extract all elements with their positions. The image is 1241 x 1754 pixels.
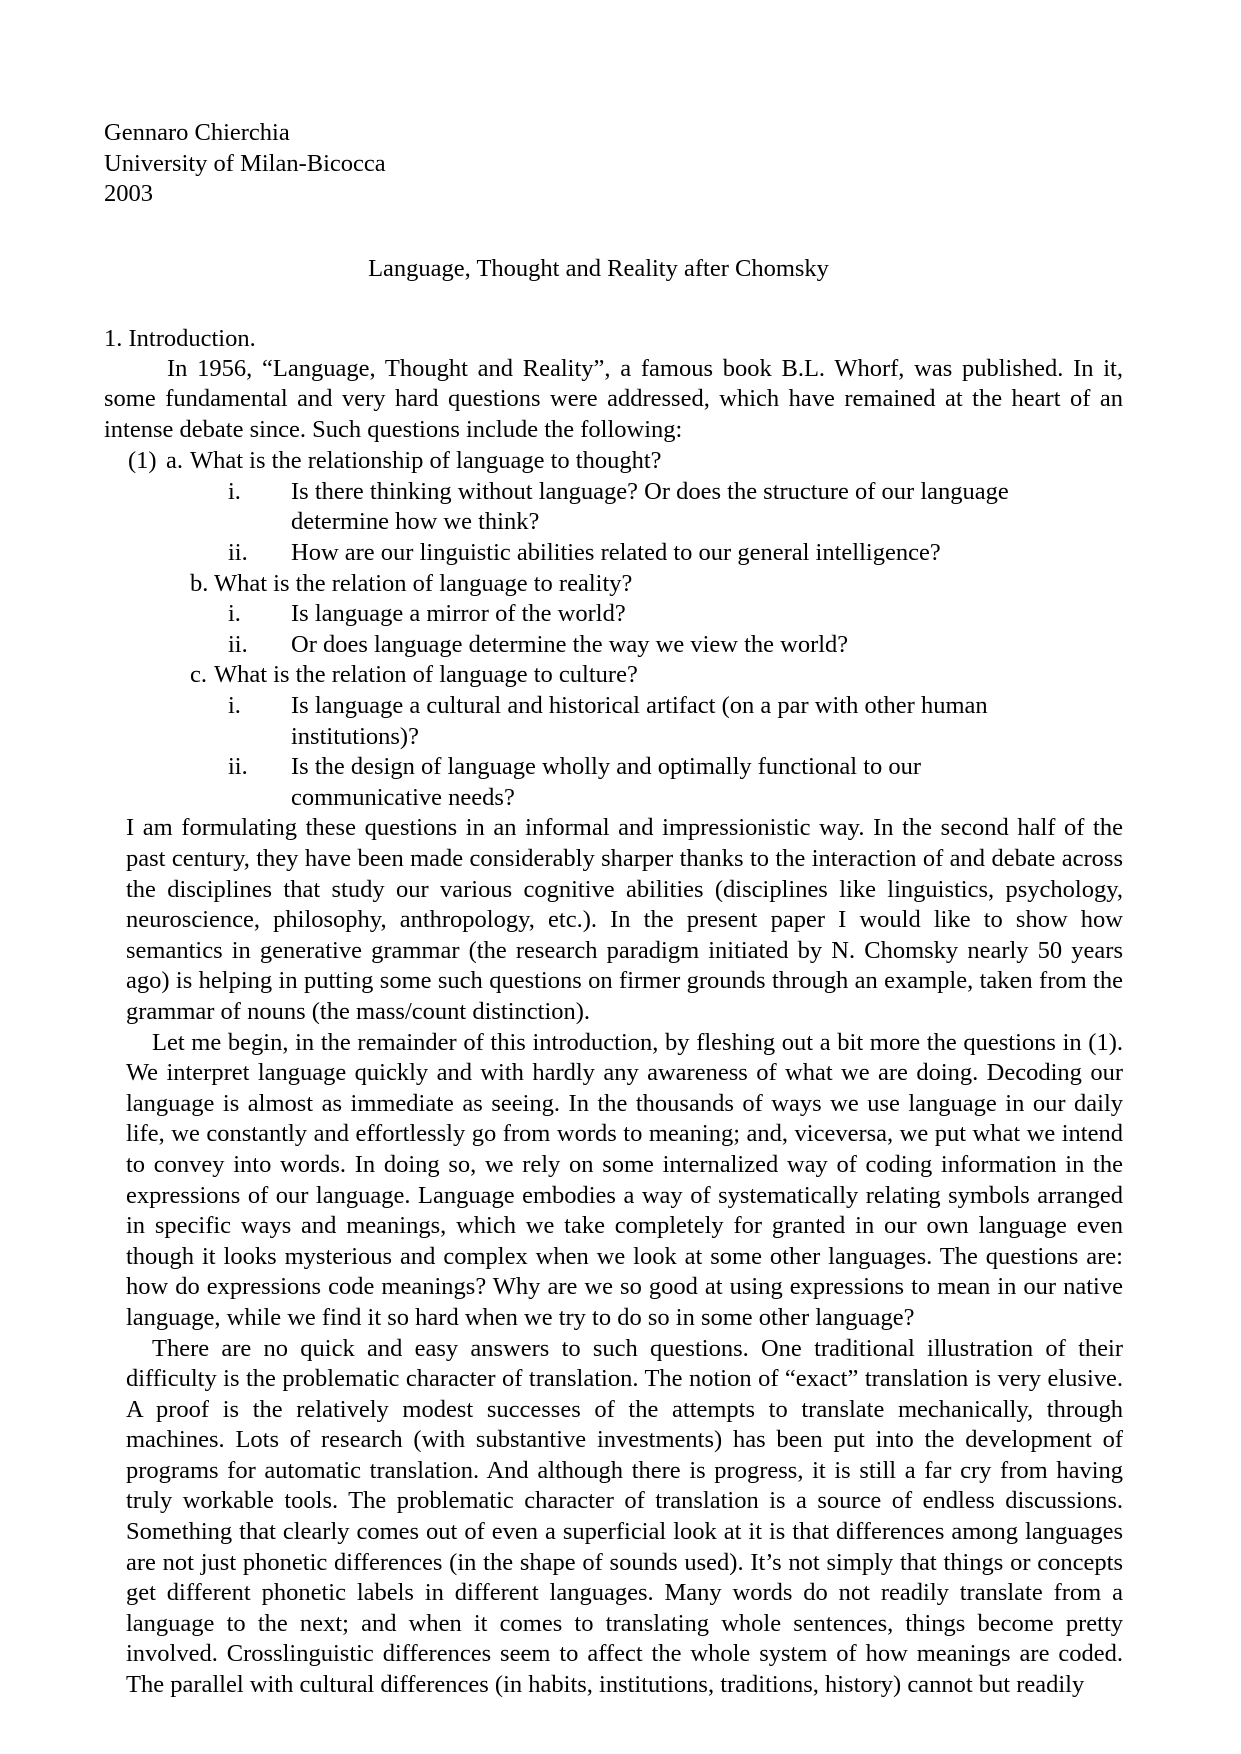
example-number: (1) — [128, 447, 157, 475]
paragraph-1: I am formulating these questions in an informal and impressionistic way. In the second half of the past century, they have been made considerably sharper thanks to the interaction of and debate across the disciplines that study our various cognitive abilities (disciplines like linguistics, psychology, neuroscience, philosophy, anthropology, etc.). In the present paper I would like to show how semantics in generative grammar (the research paradigm initiated by N. Chomsky nearly 50 years ago) is helping in putting some such questions on firmer grounds through an example, taken from the grammar of nouns (the mass/count distinction). — [126, 814, 1123, 1025]
example-subitem-b-i — [104, 599, 1123, 630]
document-year: 2003 — [104, 180, 153, 207]
example-subitem-a-i — [104, 477, 1123, 538]
opening-paragraph: In 1956, “Language, Thought and Reality”, a famous book B.L. Whorf, was published. In it, some fundamental and very hard questions were addressed, which have remained at the heart of an intense debate since. Such questions include the following: — [104, 354, 1123, 443]
example-text-b: What is the relation of language to reality? — [214, 569, 633, 597]
example-letter-a: a. — [166, 447, 183, 475]
example-text-a: What is the relationship of language to thought? — [190, 447, 662, 475]
roman-text: Is language a cultural and historical artifact (on a par with other human institutions)? — [291, 692, 988, 750]
paragraph-2: Let me begin, in the remainder of this introduction, by fleshing out a bit more the questions in (1). We interpret language quickly and with hardly any awareness of what we are doing. Decoding our language is almost as immediate as seeing. In the thousands of ways we use language in our daily life, we constantly and effortlessly go from words to meaning; and, viceversa, we put what we intend to convey into words. In doing so, we rely on some internalized way of coding information in the expressions of our language. Language embodies a way of systematically relating symbols arranged in specific ways and meanings, which we take completely for granted in our own language even though it looks mysterious and complex when we look at some other languages. The questions are: how do expressions code meanings? Why are we so good at using expressions to mean in our native language, while we find it so hard when we try to do so in some other language? — [126, 1028, 1123, 1331]
roman-text: Is language a mirror of the world? — [291, 600, 626, 628]
author-block — [104, 118, 1123, 210]
example-letter-row-a — [166, 446, 1123, 477]
example-subitem-b-ii — [104, 630, 1123, 661]
paragraph-3: There are no quick and easy answers to such questions. One traditional illustration of their difficulty is the problematic character of translation. The notion of “exact” translation is very elusive. A proof is the relatively modest successes of the attempts to translate mechanically, through machines. Lots of research (with substantive investments) has been put into the development of programs for automatic translation. And although there is progress, it is still a far cry from having truly workable tools. The problematic character of translation is a source of endless discussions. Something that clearly comes out of even a superficial look at it is that differences among languages are not just phonetic differences (in the shape of sounds used). It’s not simply that things or concepts get different phonetic labels in different languages. Many words do not readily translate from a language to the next; and when it comes to translating whole sentences, things become pretty involved. Crosslinguistic differences seem to affect the whole system of how meanings are coded. The parallel with cultural differences (in habits, institutions, traditions, history) cannot but readily — [126, 1334, 1123, 1699]
example-letter-c: c. — [190, 661, 207, 689]
example-item-b — [104, 569, 1123, 600]
roman-text: Or does language determine the way we view the world? — [291, 630, 849, 658]
example-subitem-c-i — [104, 691, 1123, 752]
example-item-c — [104, 660, 1123, 691]
page-title: Language, Thought and Reality after Chomsky — [368, 254, 829, 282]
example-text-c: What is the relation of language to culture? — [214, 661, 638, 689]
roman-text: Is there thinking without language? Or does the structure of our language determine how we think? — [291, 477, 1009, 536]
example-subitem-c-ii — [104, 752, 1123, 813]
roman-text: Is the design of language wholly and optimally functional to our communicative needs? — [291, 753, 922, 811]
roman-marker: ii. — [228, 753, 248, 781]
body-paragraphs — [104, 813, 1123, 1700]
example-subitem-a-ii — [104, 538, 1123, 569]
roman-marker: i. — [228, 600, 241, 628]
roman-marker: i. — [228, 477, 241, 505]
roman-text: How are our linguistic abilities related to our general intelligence? — [291, 539, 941, 567]
roman-marker: ii. — [228, 539, 248, 567]
author-name: Gennaro Chierchia — [104, 119, 290, 146]
roman-marker: ii. — [228, 630, 248, 658]
author-affiliation: University of Milan-Bicocca — [104, 149, 386, 177]
example-item-a — [104, 446, 1123, 477]
section-heading: 1. Introduction. — [104, 324, 256, 352]
roman-marker: i. — [228, 692, 241, 720]
example-list — [104, 446, 1123, 813]
example-letter-b: b. — [190, 569, 209, 597]
